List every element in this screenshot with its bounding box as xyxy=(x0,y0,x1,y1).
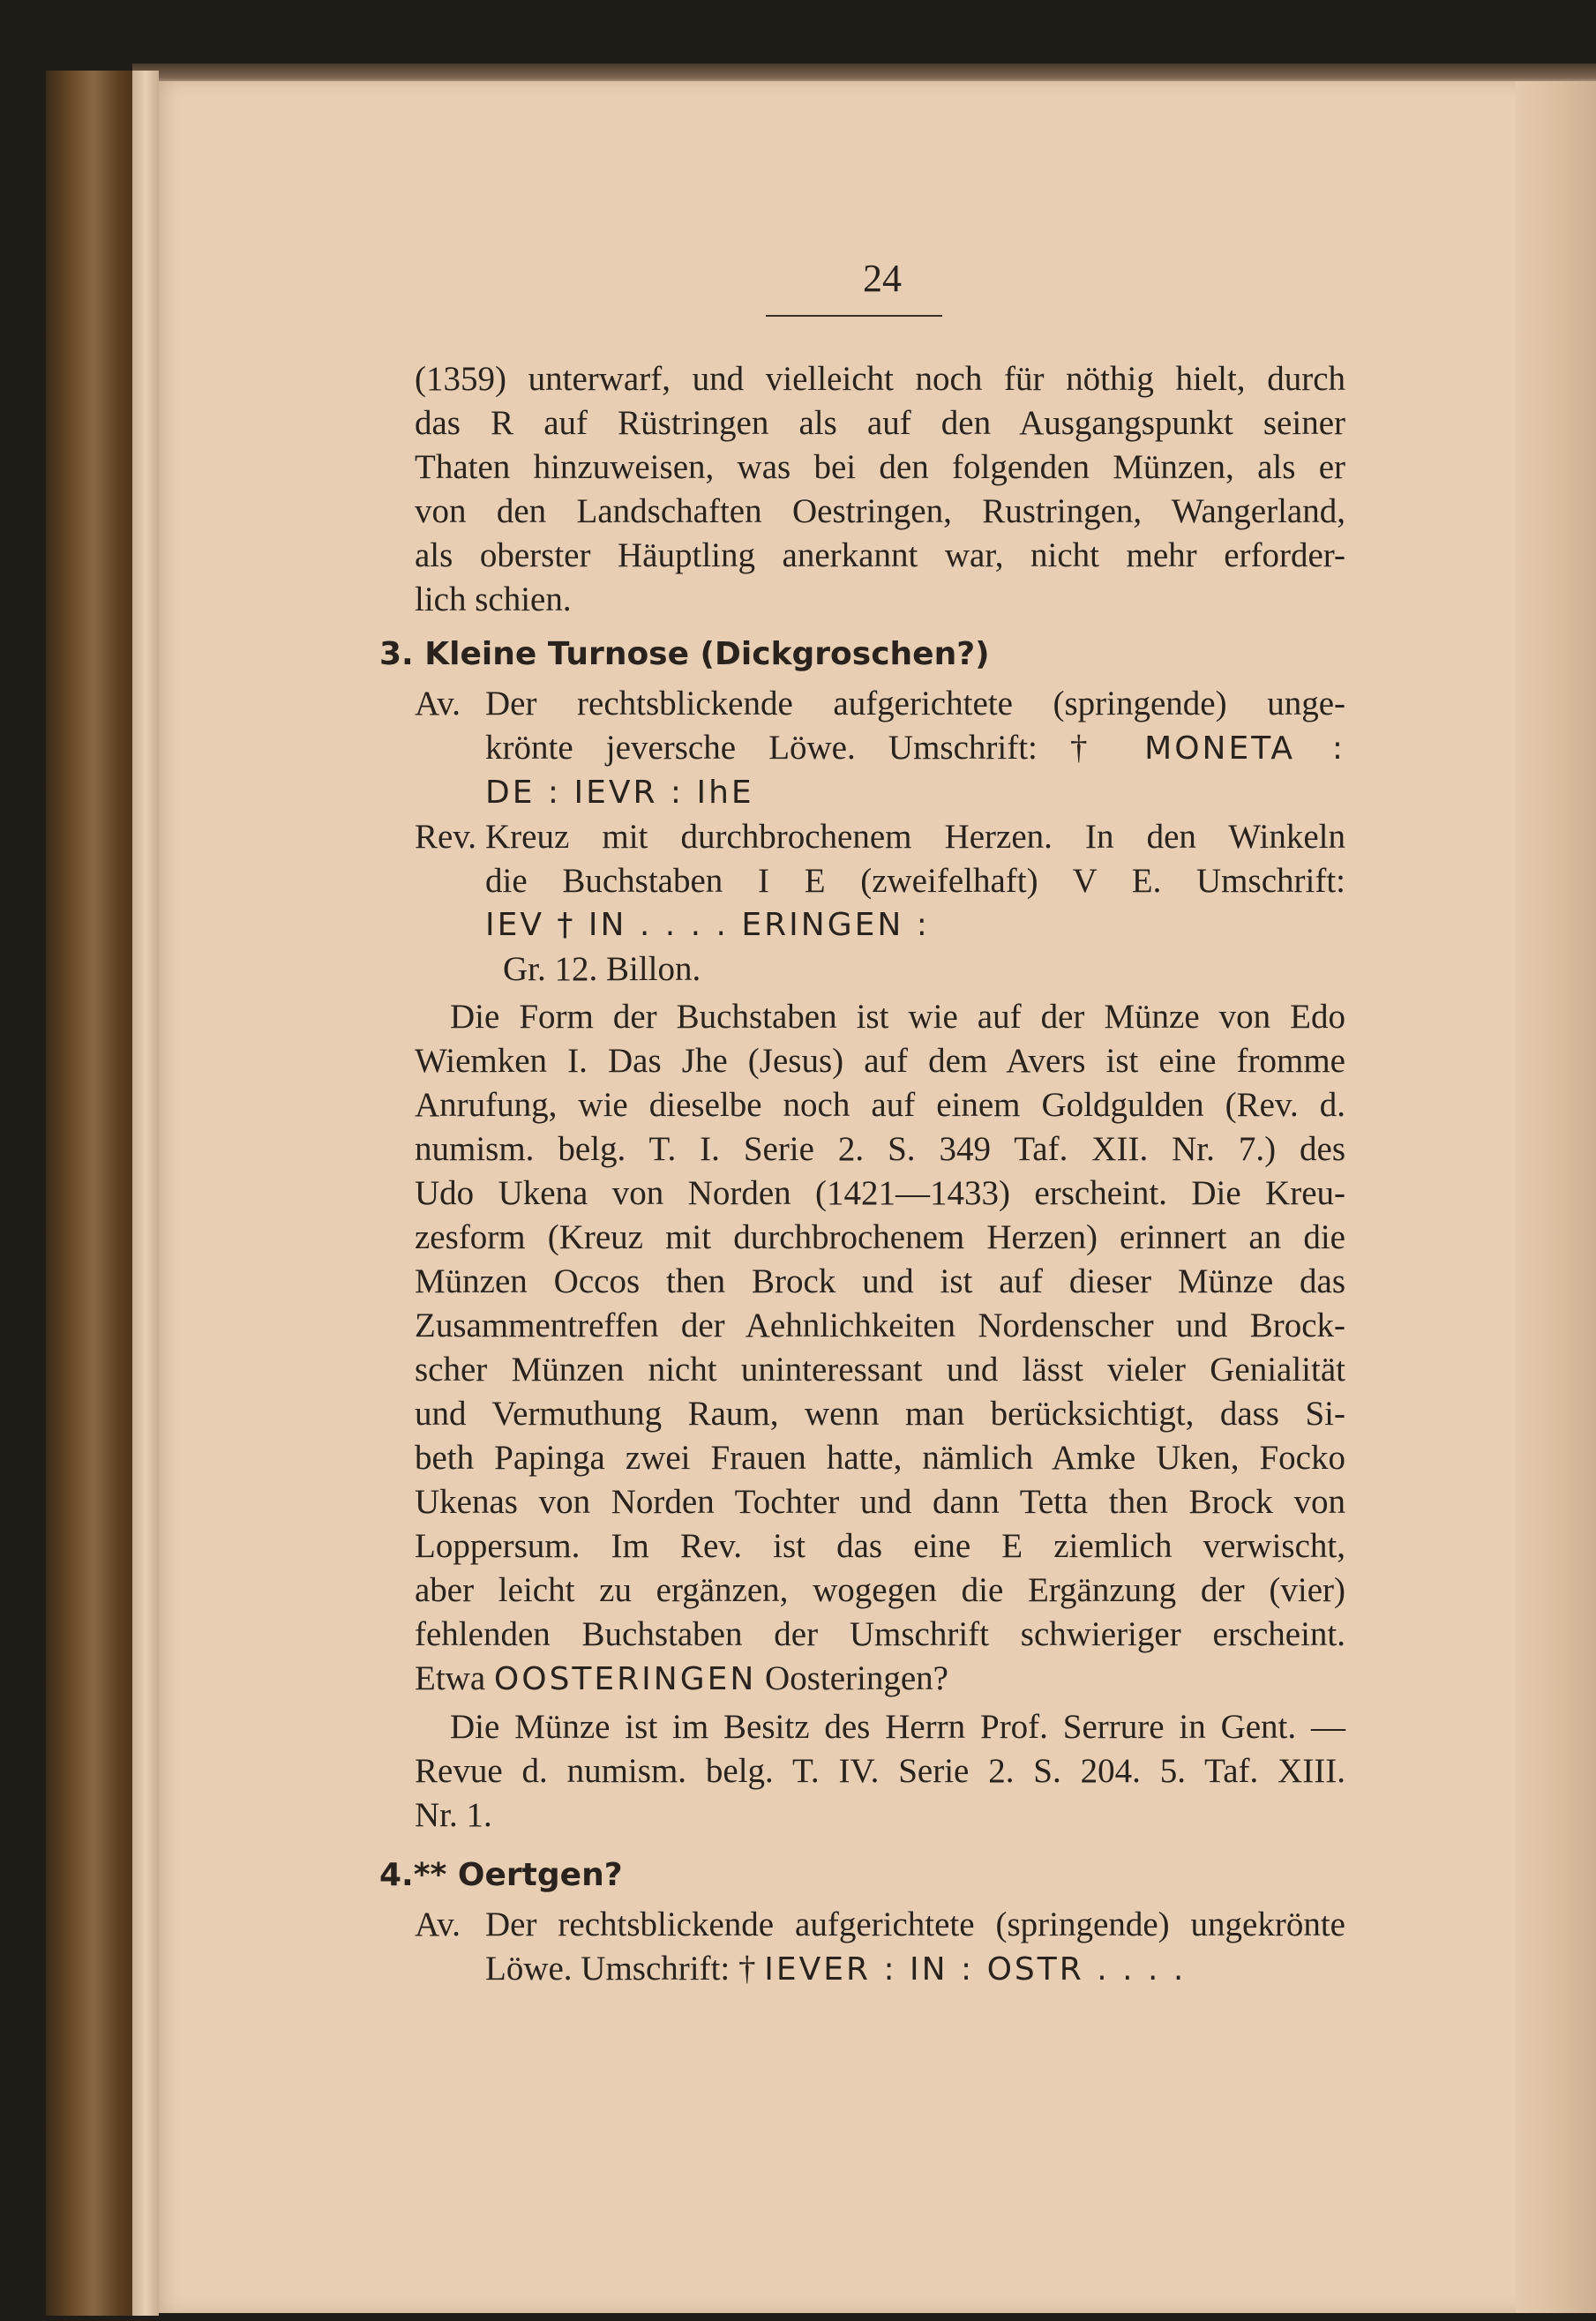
text-line: die Buchstaben I E (zweifelhaft) V E. Umschrift: xyxy=(485,862,1345,900)
text-line: Zusammentreffen der Aehnlichkeiten Nordenscher und Brock- xyxy=(415,1306,1345,1344)
section3-revers xyxy=(415,815,1345,992)
coin-legend: IEV † IN . . . . ERINGEN : xyxy=(485,907,930,943)
text-line xyxy=(415,1657,1345,1702)
text-line: zesform (Kreuz mit durchbrochenem Herzen) erinnert an die xyxy=(415,1218,1345,1256)
text-line: Revue d. numism. belg. T. IV. Serie 2. S. 204. 5. Taf. XIII. xyxy=(415,1752,1345,1790)
page-right-edge xyxy=(1516,81,1596,2313)
text-fragment: Oosteringen? xyxy=(765,1659,948,1697)
text-line: Münzen Occos then Brock und ist auf dieser Münze das xyxy=(415,1262,1345,1300)
text-line: (1359) unterwarf, und vielleicht noch für nöthig hielt, durch xyxy=(415,360,1345,398)
section4-avers xyxy=(415,1903,1345,1992)
text-line xyxy=(485,1947,1345,1992)
text-line: Nr. 1. xyxy=(415,1796,492,1834)
coin-legend: OOSTERINGEN xyxy=(493,1661,757,1697)
reference-paragraph xyxy=(415,1705,1345,1838)
text-line xyxy=(485,726,1345,771)
text-line: fehlenden Buchstaben der Umschrift schwieriger erscheint. xyxy=(415,1615,1345,1653)
text-line: aber leicht zu ergänzen, wogegen die Ergänzung der (vier) xyxy=(415,1571,1345,1609)
text-line: und Vermuthung Raum, wenn man berücksichtigt, dass Si- xyxy=(415,1395,1345,1433)
coin-legend: MONETA : xyxy=(1144,730,1346,767)
text-line: Der rechtsblickende aufgerichtete (springende) ungekrönte xyxy=(485,1905,1345,1943)
weight-material: Gr. 12. Billon. xyxy=(503,950,701,988)
section3-avers xyxy=(415,682,1345,815)
text-line: Ukenas von Norden Tochter und dann Tetta then Brock von xyxy=(415,1483,1345,1521)
text-fragment: Löwe. Umschrift: † xyxy=(485,1950,756,1988)
text-fragment: Etwa xyxy=(415,1659,486,1697)
text-line: numism. belg. T. I. Serie 2. S. 349 Taf. XII. Nr. 7.) des xyxy=(415,1130,1345,1168)
section-heading-4: 4.** Oertgen? xyxy=(379,1857,623,1893)
text-line: Der rechtsblickende aufgerichtete (springende) unge- xyxy=(485,685,1345,723)
text-line: als oberster Häuptling anerkannt war, nicht mehr erforder- xyxy=(415,536,1345,574)
page-stack-edge xyxy=(132,71,159,2316)
revers-label: Rev. xyxy=(415,818,477,856)
text-line: Anrufung, wie dieselbe noch auf einem Goldgulden (Rev. d. xyxy=(415,1086,1345,1124)
text-line: Udo Ukena von Norden (1421—1433) erscheint. Die Kreu- xyxy=(415,1174,1345,1212)
text-line: Wiemken I. Das Jhe (Jesus) auf dem Avers ist eine fromme xyxy=(415,1042,1345,1080)
text-fragment: krönte jeversche Löwe. Umschrift: † xyxy=(485,729,1112,767)
text-line: beth Papinga zwei Frauen hatte, nämlich Amke Uken, Focko xyxy=(415,1439,1345,1477)
coin-legend: DE : IEVR : IhE xyxy=(485,775,754,811)
section-heading-3: 3. Kleine Turnose (Dickgroschen?) xyxy=(379,636,990,672)
text-line: Kreuz mit durchbrochenem Herzen. In den Winkeln xyxy=(485,818,1345,856)
text-line: das R auf Rüstringen als auf den Ausgangspunkt seiner xyxy=(415,404,1345,442)
avers-label: Av. xyxy=(415,1905,461,1943)
text-line: Thaten hinzuweisen, was bei den folgenden Münzen, als er xyxy=(415,448,1345,486)
avers-label: Av. xyxy=(415,685,461,723)
text-line: Die Münze ist im Besitz des Herrn Prof. Serrure in Gent. — xyxy=(450,1708,1345,1746)
page-text xyxy=(379,247,1346,1992)
text-line: Loppersum. Im Rev. ist das eine E ziemlich verwischt, xyxy=(415,1527,1345,1565)
page-number: 24 xyxy=(863,257,902,300)
coin-legend: IEVER : IN : OSTR . . . . xyxy=(764,1951,1187,1988)
text-line: scher Münzen nicht uninteressant und lässt vieler Genialität xyxy=(415,1351,1345,1389)
commentary-paragraph xyxy=(415,995,1345,1702)
text-line: lich schien. xyxy=(415,580,572,618)
text-line: Die Form der Buchstaben ist wie auf der Münze von Edo xyxy=(450,998,1345,1036)
text-line: von den Landschaften Oestringen, Rustringen, Wangerland, xyxy=(415,492,1345,530)
intro-paragraph xyxy=(415,357,1345,622)
